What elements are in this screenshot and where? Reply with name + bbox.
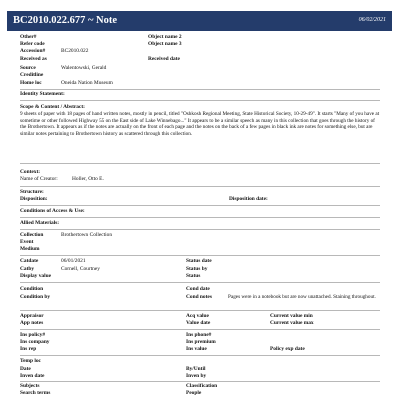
status-label: Status bbox=[186, 273, 201, 279]
policy-exp-date-label: Policy exp date bbox=[270, 346, 305, 352]
catdate-value: 06/01/2021 bbox=[61, 258, 86, 264]
home-loc-value: Oneida Nation Museum bbox=[61, 80, 113, 86]
creator-value: Holler, Otto E. bbox=[72, 176, 104, 182]
ins-phone-label: Ins phone# bbox=[186, 332, 212, 338]
print-date: 06/02/2021 bbox=[358, 17, 386, 23]
divider bbox=[20, 381, 380, 382]
context-label: Context: bbox=[20, 169, 41, 175]
status-by-label: Status by bbox=[186, 266, 208, 272]
received-as-label: Received as bbox=[20, 56, 47, 62]
catdate-label: Catdate bbox=[20, 258, 39, 264]
inven-by-label: Inven by bbox=[186, 373, 207, 379]
divider bbox=[20, 229, 380, 230]
by-until-label: By/Until bbox=[186, 366, 206, 372]
disposition-label: Disposition: bbox=[20, 196, 48, 202]
condition-by-label: Condition by bbox=[20, 294, 51, 300]
object-name-3-label: Object name 3 bbox=[148, 41, 182, 47]
ins-premium-label: Ins premium bbox=[186, 339, 216, 345]
search-terms-label: Search terms bbox=[20, 390, 51, 396]
date-label: Date bbox=[20, 366, 31, 372]
structure-label: Structure: bbox=[20, 189, 44, 195]
divider bbox=[20, 310, 380, 311]
medium-label: Medium bbox=[20, 246, 40, 252]
divider bbox=[20, 205, 380, 206]
inven-date-label: Inven date bbox=[20, 373, 45, 379]
value-date-label: Value date bbox=[186, 320, 211, 326]
home-loc-label: Home loc bbox=[20, 80, 42, 86]
received-date-label: Received date bbox=[148, 56, 180, 62]
disposition-date-label: Disposition date: bbox=[229, 196, 268, 202]
scope-label: Scope & Content / Abstract: bbox=[20, 104, 85, 110]
temp-loc-label: Temp loc bbox=[20, 358, 41, 364]
people-label: People bbox=[186, 390, 202, 396]
source-value: Walentowski, Gerald bbox=[61, 65, 107, 71]
record-header bbox=[7, 11, 392, 31]
appraisor-label: Appraisor bbox=[20, 313, 44, 319]
record-title: BC2010.022.677 ~ Note bbox=[13, 15, 118, 26]
other-num-label: Other# bbox=[20, 34, 37, 40]
divider bbox=[20, 89, 380, 90]
object-name-2-label: Object name 2 bbox=[148, 34, 182, 40]
cond-notes-value: Pages were in a notebook but are now unattached. Staining throughout. bbox=[228, 294, 376, 300]
current-value-min-label: Current value min bbox=[270, 313, 313, 319]
creator-label: Name of Creator: bbox=[20, 176, 58, 182]
cond-date-label: Cond date bbox=[186, 286, 210, 292]
accession-label: Accession# bbox=[20, 48, 46, 54]
creditline-label: Creditline bbox=[20, 72, 44, 78]
app-notes-label: App notes bbox=[20, 320, 44, 326]
condition-label: Condition bbox=[20, 286, 44, 292]
collection-label: Collection bbox=[20, 232, 44, 238]
accession-value: BC2010.022 bbox=[61, 48, 89, 54]
divider bbox=[20, 100, 380, 101]
divider bbox=[20, 217, 380, 218]
allied-materials-label: Allied Materials: bbox=[20, 220, 60, 226]
ins-rep-label: Ins rep bbox=[20, 346, 37, 352]
catby-value: Cornell, Courtney bbox=[61, 266, 100, 272]
catby-label: Catby bbox=[20, 266, 35, 272]
divider bbox=[20, 282, 380, 283]
collection-value: Brothertown Collection bbox=[61, 232, 113, 238]
divider bbox=[20, 355, 380, 356]
identity-statement-label: Identity Statement: bbox=[20, 91, 65, 97]
event-label: Event bbox=[20, 239, 34, 245]
cond-notes-label: Cond notes bbox=[186, 294, 212, 300]
current-value-max-label: Current value max bbox=[270, 320, 314, 326]
classification-label: Classification bbox=[186, 383, 218, 389]
ins-company-label: Ins company bbox=[20, 339, 50, 345]
refer-code-label: Refer code bbox=[20, 41, 45, 47]
conditions-access-label: Conditions of Access & Use: bbox=[20, 208, 85, 214]
acq-value-label: Acq value bbox=[186, 313, 209, 319]
divider bbox=[20, 163, 380, 164]
source-label: Source bbox=[20, 65, 36, 71]
divider bbox=[20, 329, 380, 330]
ins-policy-label: Ins policy# bbox=[20, 332, 46, 338]
subjects-label: Subjects bbox=[20, 383, 40, 389]
display-value-label: Display value bbox=[20, 273, 52, 279]
divider bbox=[20, 186, 380, 187]
status-date-label: Status date bbox=[186, 258, 212, 264]
ins-value-label: Ins value bbox=[186, 346, 207, 352]
scope-text: 9 sheets of paper with 18 pages of hand written notes, mostly in pencil, titled "Oshkosh Regional Meeting, State Historical Society, 10-29-49". It starts "Many of you have at sometime or other followed Highway 55 on the East side of Lake Winnebago..." It appears to be a similar speech as many in this collection that goes through the history of the Brothertown. It appears as if the notes are actually on the front of each page and the notes on the back of a few pages in black ink are notes for something else, but are similar notes pertaining to Brothertown history as scattered through this collection. bbox=[20, 111, 380, 137]
divider bbox=[20, 255, 380, 256]
